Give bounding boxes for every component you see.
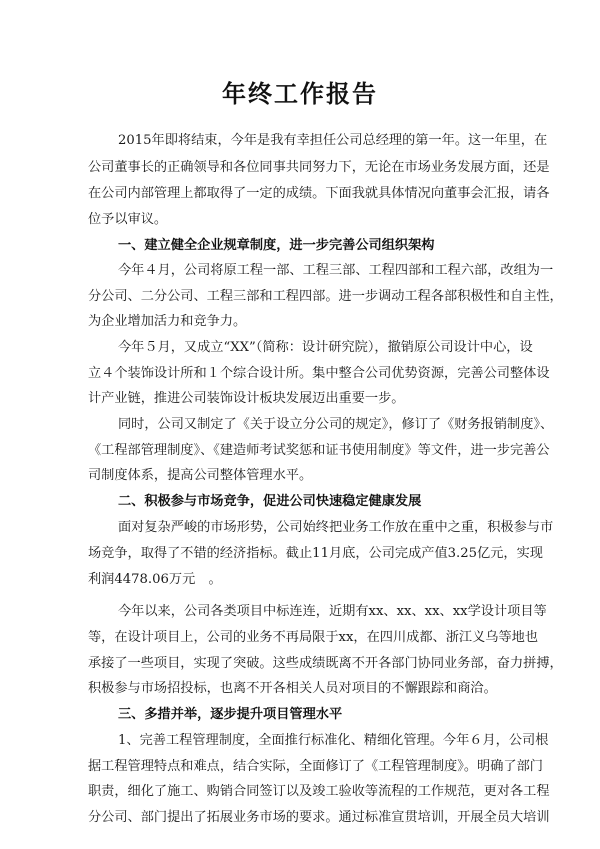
paragraph-line: 公司董事长的正确领导和各位同事共同努力下，无论在市场业务发展方面，还是: [88, 160, 550, 175]
paragraph-line: 计产业链，推进公司装饰设计板块发展迈出重要一步。: [88, 391, 405, 406]
paragraph-line: 职责，细化了施工、购销合同签订以及竣工验收等流程的工作规范，更对各工程: [88, 784, 550, 799]
paragraph-line: 同时，公司又制定了《关于设立分公司的规定》，修订了《财务报销制度》、: [118, 417, 554, 432]
paragraph-line: 《工程部管理制度》、《建造师考试奖惩和证书使用制度》等文件，进一步完善公: [88, 443, 550, 458]
document-title: 年终工作报告: [222, 80, 378, 108]
paragraph-line: 为企业增加活力和竞争力。: [88, 314, 247, 329]
paragraph-line: 位予以审议。: [88, 212, 168, 227]
paragraph-line: 面对复杂严峻的市场形势，公司始终把业务工作放在重中之重，积极参与市: [118, 520, 554, 535]
section-heading: 三、多措并举，逐步提升项目管理水平: [118, 707, 343, 722]
paragraph-line: 在公司内部管理上都取得了一定的成绩。下面我就具体情况向董事会汇报，请各: [88, 186, 550, 201]
paragraph-line: 2015年即将结束，今年是我有幸担任公司总经理的第一年。这一年里，在: [118, 133, 548, 148]
paragraph-line: 今年４月，公司将原工程一部、工程三部、工程四部和工程六部，改组为一: [118, 263, 554, 278]
paragraph-line: 等，在设计项目上，公司的业务不再局限于xx，在四川成都、浙江义乌等地也: [88, 630, 539, 645]
paragraph-line: 利润4478.06万元 。: [88, 572, 222, 587]
paragraph-line: 今年５月，又成立“XX”（简称：设计研究院），撤销原公司设计中心，设: [118, 340, 533, 355]
paragraph-line: 1、完善工程管理制度，全面推行标准化、精细化管理。今年６月，公司根: [118, 733, 549, 748]
paragraph-line: 积极参与市场招投标，也离不开各相关人员对项目的不懈跟踪和商洽。: [88, 681, 497, 696]
paragraph-line: 司制度体系，提高公司整体管理水平。: [88, 468, 313, 483]
paragraph-line: 分公司、二分公司、工程三部和工程四部。进一步调动工程各部积极性和自主性，: [88, 289, 563, 304]
paragraph-line: 据工程管理特点和难点，结合实际，全面修订了《工程管理制度》。明确了部门: [88, 759, 543, 774]
paragraph-line: 立４个装饰设计所和１个综合设计所。集中整合公司优势资源，完善公司整体设: [88, 366, 550, 381]
section-heading: 二、积极参与市场竞争，促进公司快速稳定健康发展: [118, 494, 422, 509]
paragraph-line: 场竞争，取得了不错的经济指标。截止11月底，公司完成产值3.25亿元，实现: [88, 546, 543, 561]
paragraph-line: 承接了一些项目，实现了突破。这些成绩既离不开各部门协同业务部，奋力拼搏，: [88, 656, 563, 671]
paragraph-line: 分公司、部门提出了拓展业务市场的要求。通过标准宣贯培训，开展全员大培训: [88, 810, 550, 825]
paragraph-line: 今年以来，公司各类项目中标连连，近期有xx、xx、xx、xx学设计项目等: [118, 604, 547, 619]
section-heading: 一、建立健全企业规章制度，进一步完善公司组织架构: [118, 238, 435, 253]
